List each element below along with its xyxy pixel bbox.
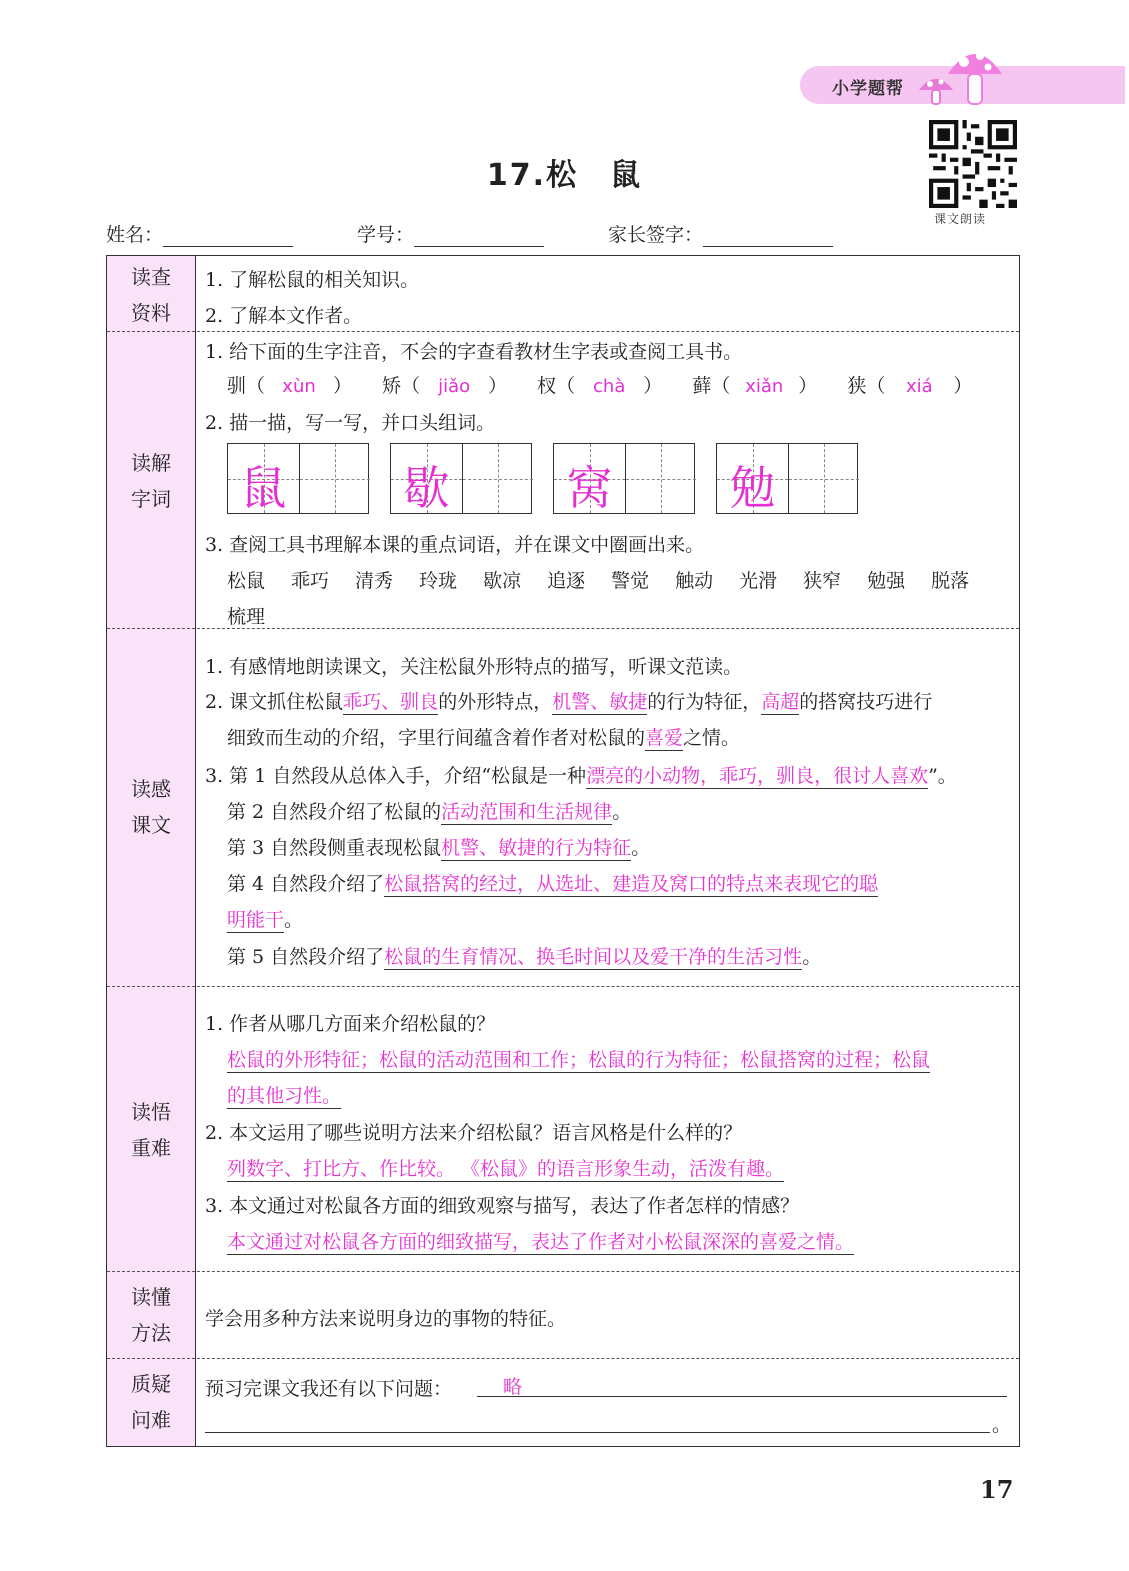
s6-answer: 略 [503,1376,523,1398]
writing-grid[interactable] [227,443,369,514]
s1-item-1: 1. 了解松鼠的相关知识。 [205,269,420,291]
name-field[interactable] [106,220,293,247]
s4-answer-2: 列数字、打比方、作比较。 《松鼠》的语言形象生动，活泼有趣。 [227,1158,785,1180]
qr-caption: 课文朗读 [934,212,987,226]
writing-grid[interactable] [716,443,858,514]
trace-char: 勉 [729,461,776,515]
row-divider [107,986,1019,987]
s6-prompt: 预习完课文我还有以下问题： [205,1378,453,1400]
trace-char: 鼠 [240,461,287,515]
s2-question-2: 2. 描一描，写一写，并口头组词。 [205,412,496,434]
pinyin-row: 驯（ xùn ） 矫（ jiǎo ） 杈（ chà ） 藓（ xiǎn ） 狭（ xiá ） [227,375,973,397]
s3-line-4: 3. 第 1 自然段从总体入手，介绍“松鼠是一种漂亮的小动物，乖巧，驯良，很讨人喜欢”。 [205,765,957,787]
s4-question-1: 1. 作者从哪几方面来介绍松鼠的？ [205,1013,496,1035]
s6-end-mark: 。 [992,1414,1012,1436]
section-label: 读解 字词 [131,451,171,511]
s3-line-3: 细致而生动的介绍，字里行间蕴含着作者对松鼠的喜爱之情。 [227,727,741,749]
writing-grid[interactable] [553,443,695,514]
s5-text: 学会用多种方法来说明身边的事物的特征。 [205,1308,567,1330]
page-number: 17 [980,1475,1014,1504]
name-label: 姓名： [106,224,164,246]
parent-signature-field[interactable] [608,220,833,247]
section-label: 读悟 重难 [131,1100,171,1160]
s3-line-8: 明能干。 [227,909,304,931]
page-title [0,150,1129,194]
s2-question-3: 3. 查阅工具书理解本课的重点词语，并在课文中圈画出来。 [205,534,705,556]
s4-question-3: 3. 本文通过对松鼠各方面的细致观察与描写，表达了作者怎样的情感？ [205,1195,800,1217]
row-divider [107,331,1019,332]
parent-signature-label: 家长签字： [608,224,704,246]
section-label: 读查 资料 [131,265,171,325]
s3-line-5: 第 2 自然段介绍了松鼠的活动范围和生活规律。 [227,801,632,823]
s3-line-6: 第 3 自然段侧重表现松鼠机警、敏捷的行为特征。 [227,837,651,859]
label-column [107,256,196,1446]
s3-line-2: 2. 课文抓住松鼠乖巧、驯良的外形特点，机警、敏捷的行为特征，高超的搭窝技巧进行 [205,691,933,713]
key-words-row: 松鼠 乖巧 清秀 玲珑 歇凉 追逐 警觉 触动 光滑 狭窄 勉强 脱落 [227,570,970,592]
trace-char: 歇 [403,461,450,515]
question-line-2[interactable] [205,1432,990,1433]
s3-line-1: 1. 有感情地朗读课文，关注松鼠外形特点的描写，听课文范读。 [205,656,743,678]
lesson-name: 松 鼠 [546,158,643,193]
s4-answer-1b: 的其他习性。 [227,1085,342,1107]
s3-line-7: 第 4 自然段介绍了松鼠搭窝的经过，从选址、建造及窝口的特点来表现它的聪 [227,873,879,895]
trace-char: 窝 [566,461,613,515]
s4-question-2: 2. 本文运用了哪些说明方法来介绍松鼠？语言风格是什么样的？ [205,1122,743,1144]
row-divider [107,1358,1019,1359]
student-id-field[interactable] [357,220,544,247]
brand-text: 小学题帮 [832,79,904,99]
large-mushroom-icon [946,42,1004,108]
s4-answer-3: 本文通过对松鼠各方面的细致描写，表达了作者对小松鼠深深的喜爱之情。 [227,1231,855,1253]
section-label: 质疑 问难 [131,1372,171,1432]
s1-item-2: 2. 了解本文作者。 [205,305,363,327]
study-table [106,255,1020,1447]
writing-grid[interactable] [390,443,532,514]
s4-answer-1a: 松鼠的外形特征；松鼠的活动范围和工作；松鼠的行为特征；松鼠搭窝的过程；松鼠 [227,1049,931,1071]
question-line-1[interactable] [477,1396,1007,1397]
s2-question-1: 1. 给下面的生字注音，不会的字查看教材生字表或查阅工具书。 [205,341,743,363]
key-word-last: 梳理 [227,606,266,628]
row-divider [107,1271,1019,1272]
section-label: 读感 课文 [131,777,171,837]
student-id-label: 学号： [357,224,415,246]
s3-line-9: 第 5 自然段介绍了松鼠的生育情况、换毛时间以及爱干净的生活习性。 [227,946,822,968]
lesson-number: 17. [486,158,547,193]
section-label: 读懂 方法 [131,1285,171,1345]
